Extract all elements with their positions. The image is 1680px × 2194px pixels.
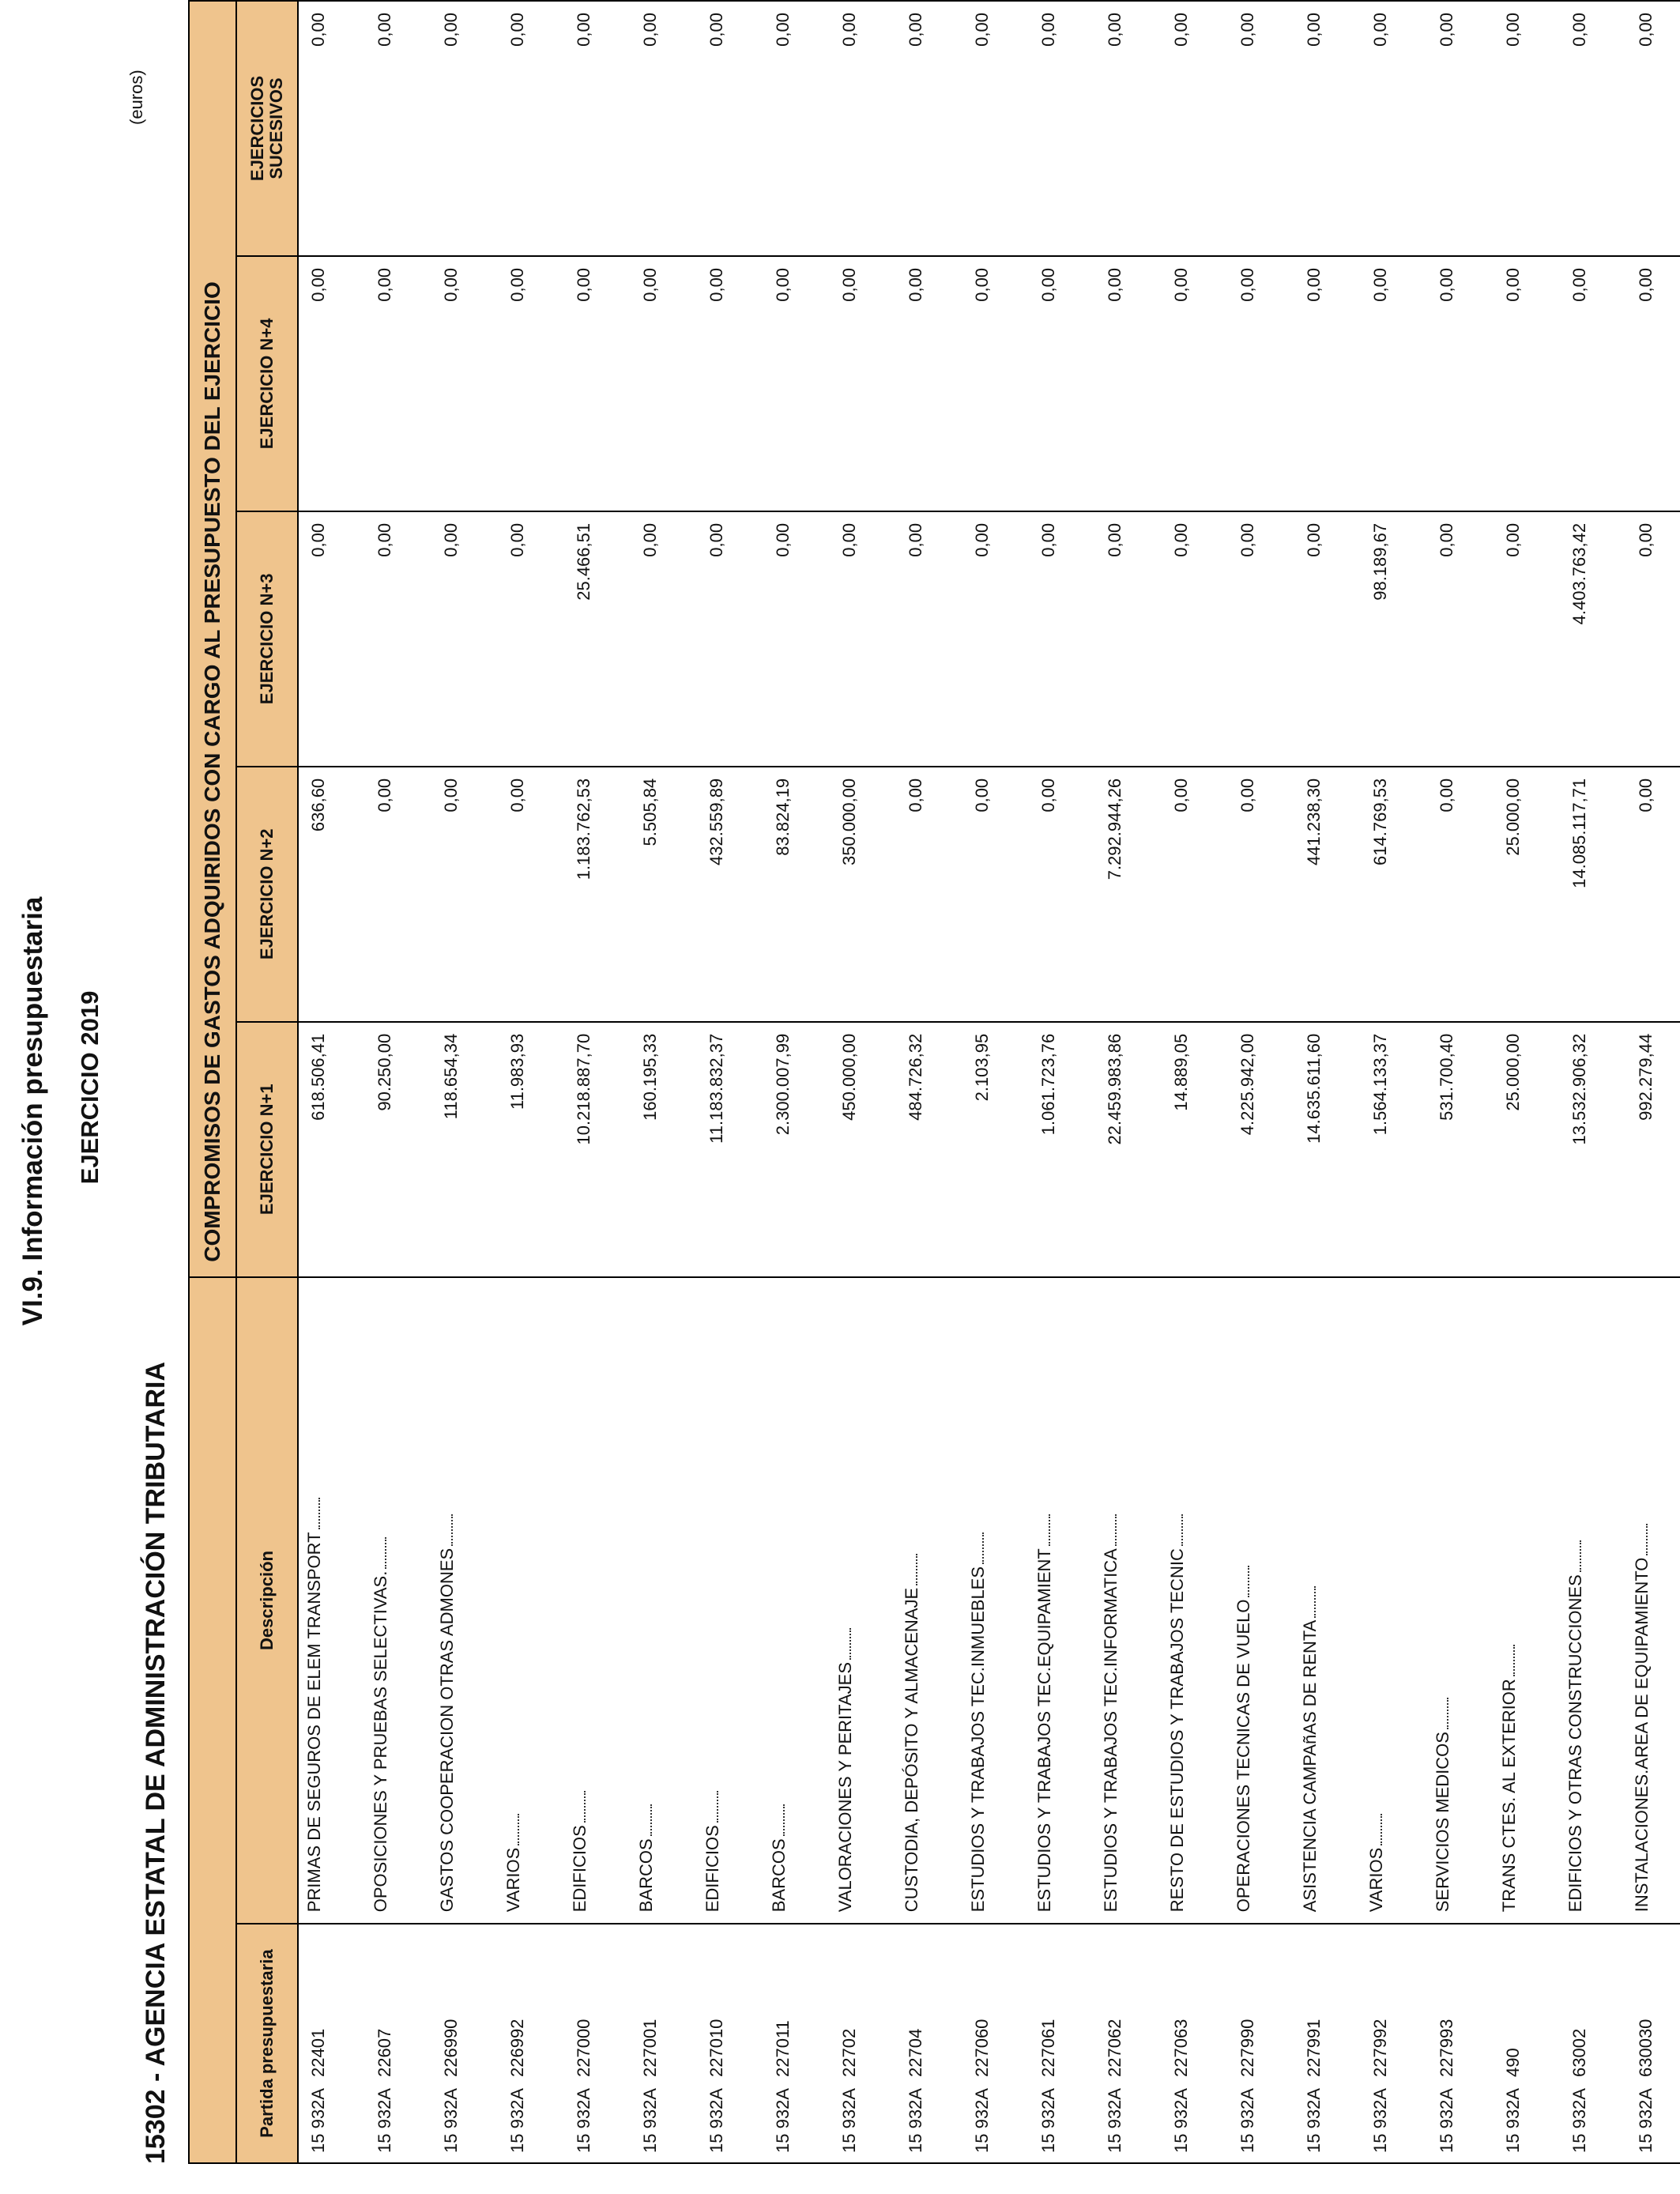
partida-program: 15 932A xyxy=(1237,2088,1257,2153)
partida-code: 227010 xyxy=(706,2019,726,2077)
partida-program: 15 932A xyxy=(706,2088,726,2153)
description-cell xyxy=(1427,1277,1494,1924)
amount-n3: 0,00 xyxy=(962,511,1029,767)
amount-n3: 0,00 xyxy=(431,511,498,767)
partida-code: 227993 xyxy=(1437,2019,1456,2077)
amount-n4: 0,00 xyxy=(631,256,697,511)
partida-code: 22401 xyxy=(308,2028,328,2077)
amount-n2: 0,00 xyxy=(365,767,431,1022)
description-text: OPOSICIONES Y PRUEBAS SELECTIVAS. xyxy=(371,1570,390,1913)
amount-n4: 0,00 xyxy=(962,256,1029,511)
table-row xyxy=(830,1,896,2163)
amount-n4: 0,00 xyxy=(763,256,830,511)
amount-n3: 0,00 xyxy=(1162,511,1228,767)
amount-n1: 14.889,05 xyxy=(1162,1022,1228,1277)
table-row xyxy=(1162,1,1228,2163)
amount-n3: 0,00 xyxy=(1228,511,1294,767)
amount-n1: 4.225.942,00 xyxy=(1228,1022,1294,1277)
amount-n4: 0,00 xyxy=(1427,256,1494,511)
dot-leader xyxy=(1513,1645,1515,1676)
amount-n4: 0,00 xyxy=(498,256,564,511)
amount-n3: 25.466,51 xyxy=(564,511,631,767)
amount-n1: 11.183.832,37 xyxy=(697,1022,763,1277)
amount-n1: 992.279,44 xyxy=(1626,1022,1680,1277)
amount-sucesivos: 0,00 xyxy=(1626,1,1680,256)
description-text: PRIMAS DE SEGUROS DE ELEM TRANSPORT xyxy=(304,1532,324,1913)
dot-leader xyxy=(1447,1698,1448,1729)
amount-sucesivos: 0,00 xyxy=(1427,1,1494,256)
description-cell xyxy=(1494,1277,1560,1924)
dot-leader xyxy=(385,1537,386,1569)
amount-n1: 11.983,93 xyxy=(498,1022,564,1277)
amount-sucesivos: 0,00 xyxy=(564,1,631,256)
table-row xyxy=(1494,1,1560,2163)
amount-n4: 0,00 xyxy=(1560,256,1626,511)
amount-sucesivos: 0,00 xyxy=(763,1,830,256)
amount-n1: 484.726,32 xyxy=(896,1022,962,1277)
table-row xyxy=(1626,1,1680,2163)
amount-n4: 0,00 xyxy=(697,256,763,511)
amount-n3: 0,00 xyxy=(763,511,830,767)
table-row xyxy=(1361,1,1427,2163)
partida-code: 227061 xyxy=(1038,2019,1058,2077)
table-row xyxy=(498,1,564,2163)
partida-program: 15 932A xyxy=(972,2088,992,2153)
table-row xyxy=(564,1,631,2163)
description-cell xyxy=(830,1277,896,1924)
partida-cell xyxy=(1294,1924,1361,2163)
description-cell xyxy=(631,1277,697,1924)
dot-leader xyxy=(982,1532,984,1564)
amount-n3: 0,00 xyxy=(1029,511,1095,767)
description-cell xyxy=(564,1277,631,1924)
amount-sucesivos: 0,00 xyxy=(1494,1,1560,256)
col-header-sucesivos-line2: SUCESIVOS xyxy=(266,77,286,179)
partida-code: 227060 xyxy=(972,2019,992,2077)
amount-n1: 2.103,95 xyxy=(962,1022,1029,1277)
description-cell xyxy=(763,1277,830,1924)
amount-n3: 0,00 xyxy=(1427,511,1494,767)
dot-leader xyxy=(650,1804,652,1836)
partida-cell xyxy=(830,1924,896,2163)
partida-cell xyxy=(298,1924,365,2163)
amount-n1: 22.459.983,86 xyxy=(1095,1022,1162,1277)
amount-n2: 0,00 xyxy=(1029,767,1095,1022)
description-cell xyxy=(365,1277,431,1924)
partida-cell xyxy=(1494,1924,1560,2163)
header-blank xyxy=(189,1277,236,2163)
description-text: TRANS CTES. AL EXTERIOR xyxy=(1499,1679,1519,1913)
partida-program: 15 932A xyxy=(1171,2088,1191,2153)
table-row xyxy=(1095,1,1162,2163)
amount-n4: 0,00 xyxy=(830,256,896,511)
description-text: GASTOS COOPERACION OTRAS ADMONES xyxy=(437,1547,457,1913)
amount-n1: 118.654,34 xyxy=(431,1022,498,1277)
table-row xyxy=(1427,1,1494,2163)
amount-n2: 0,00 xyxy=(1228,767,1294,1022)
partida-program: 15 932A xyxy=(1304,2088,1324,2153)
amount-n3: 0,00 xyxy=(1294,511,1361,767)
table-row xyxy=(298,1,365,2163)
page-subtitle: EJERCICIO 2019 xyxy=(76,990,104,1185)
amount-sucesivos: 0,00 xyxy=(896,1,962,256)
dot-leader xyxy=(1580,1540,1581,1572)
partida-program: 15 932A xyxy=(308,2088,328,2153)
partida-program: 15 932A xyxy=(773,2088,793,2153)
description-text: OPERACIONES TECNICAS DE VUELO xyxy=(1234,1599,1253,1913)
amount-n4: 0,00 xyxy=(1294,256,1361,511)
partida-program: 15 932A xyxy=(839,2088,859,2153)
partida-code: 227991 xyxy=(1304,2019,1324,2077)
amount-n3: 0,00 xyxy=(298,511,365,767)
amount-n2: 0,00 xyxy=(431,767,498,1022)
amount-n2: 0,00 xyxy=(962,767,1029,1022)
amount-n4: 0,00 xyxy=(1494,256,1560,511)
amount-n2: 14.085.117,71 xyxy=(1560,767,1626,1022)
partida-program: 15 932A xyxy=(375,2088,394,2153)
table-row xyxy=(1294,1,1361,2163)
amount-n3: 0,00 xyxy=(365,511,431,767)
amount-sucesivos: 0,00 xyxy=(830,1,896,256)
description-cell xyxy=(1162,1277,1228,1924)
description-text: ESTUDIOS Y TRABAJOS TEC.EQUIPAMIENT xyxy=(1034,1548,1054,1913)
partida-code: 227063 xyxy=(1171,2019,1191,2077)
description-cell xyxy=(1294,1277,1361,1924)
amount-n1: 14.635.611,60 xyxy=(1294,1022,1361,1277)
table-group-header-row xyxy=(189,1,236,2163)
partida-program: 15 932A xyxy=(1503,2088,1523,2153)
amount-n2: 0,00 xyxy=(1162,767,1228,1022)
amount-n2: 0,00 xyxy=(498,767,564,1022)
dot-leader xyxy=(1049,1514,1050,1546)
partida-code: 226992 xyxy=(507,2019,527,2077)
description-cell xyxy=(1361,1277,1427,1924)
col-header-n4: EJERCICIO N+4 xyxy=(236,256,298,511)
amount-n1: 90.250,00 xyxy=(365,1022,431,1277)
description-text: BARCOS xyxy=(769,1838,789,1913)
amount-sucesivos: 0,00 xyxy=(697,1,763,256)
dot-leader xyxy=(1381,1814,1382,1845)
amount-n2: 7.292.944,26 xyxy=(1095,767,1162,1022)
amount-n1: 1.061.723,76 xyxy=(1029,1022,1095,1277)
amount-n4: 0,00 xyxy=(431,256,498,511)
amount-n2: 432.559,89 xyxy=(697,767,763,1022)
partida-cell xyxy=(1626,1924,1680,2163)
amount-n3: 0,00 xyxy=(1095,511,1162,767)
amount-n2: 0,00 xyxy=(1626,767,1680,1022)
description-text: EDIFICIOS Y OTRAS CONSTRUCCIONES xyxy=(1565,1574,1585,1913)
amount-n4: 0,00 xyxy=(564,256,631,511)
col-header-sucesivos-line1: EJERCICIOS xyxy=(247,75,267,182)
dot-leader xyxy=(584,1791,586,1823)
amount-n2: 0,00 xyxy=(896,767,962,1022)
amount-sucesivos: 0,00 xyxy=(1361,1,1427,256)
description-text: EDIFICIOS xyxy=(703,1825,722,1913)
amount-n1: 450.000,00 xyxy=(830,1022,896,1277)
amount-n2: 1.183.762,53 xyxy=(564,767,631,1022)
agency-heading: 15302 - AGENCIA ESTATAL DE ADMINISTRACIÓN TRIBUTARIA xyxy=(141,1361,171,2164)
dot-leader xyxy=(1181,1514,1183,1546)
dot-leader xyxy=(518,1814,519,1845)
dot-leader xyxy=(849,1628,851,1660)
description-cell xyxy=(1029,1277,1095,1924)
dot-leader xyxy=(1115,1514,1117,1546)
amount-n3: 0,00 xyxy=(631,511,697,767)
amount-n2: 350.000,00 xyxy=(830,767,896,1022)
description-text: EDIFICIOS xyxy=(570,1825,590,1913)
amount-n4: 0,00 xyxy=(1095,256,1162,511)
amount-n2: 614.769,53 xyxy=(1361,767,1427,1022)
partida-cell xyxy=(1361,1924,1427,2163)
description-text: CUSTODIA, DEPÓSITO Y ALMACENAJE xyxy=(902,1587,921,1913)
partida-code: 22607 xyxy=(375,2028,394,2077)
amount-n4: 0,00 xyxy=(365,256,431,511)
amount-n2: 636,60 xyxy=(298,767,365,1022)
amount-n3: 0,00 xyxy=(1494,511,1560,767)
partida-code: 227990 xyxy=(1237,2019,1257,2077)
dot-leader xyxy=(783,1804,785,1836)
amount-n1: 1.564.133,37 xyxy=(1361,1022,1427,1277)
amount-n2: 25.000,00 xyxy=(1494,767,1560,1022)
amount-n2: 83.824,19 xyxy=(763,767,830,1022)
description-cell xyxy=(1228,1277,1294,1924)
partida-cell xyxy=(763,1924,830,2163)
amount-n3: 0,00 xyxy=(498,511,564,767)
col-header-partida: Partida presupuestaria xyxy=(236,1924,298,2163)
description-text: INSTALACIONES.AREA DE EQUIPAMIENTO xyxy=(1632,1557,1652,1913)
partida-cell xyxy=(1427,1924,1494,2163)
amount-n4: 0,00 xyxy=(1626,256,1680,511)
amount-n2: 0,00 xyxy=(1427,767,1494,1022)
col-header-n3: EJERCICIO N+3 xyxy=(236,511,298,767)
partida-cell xyxy=(1162,1924,1228,2163)
description-text: ESTUDIOS Y TRABAJOS TEC.INMUEBLES xyxy=(968,1566,988,1913)
partida-cell xyxy=(1560,1924,1626,2163)
dot-leader xyxy=(451,1514,453,1546)
dot-leader xyxy=(916,1554,917,1585)
partida-code: 227000 xyxy=(574,2019,593,2077)
col-header-descripcion: Descripción xyxy=(236,1277,298,1924)
amount-sucesivos: 0,00 xyxy=(1228,1,1294,256)
amount-sucesivos: 0,00 xyxy=(431,1,498,256)
description-text: ESTUDIOS Y TRABAJOS TEC.INFORMATICA xyxy=(1101,1548,1121,1913)
amount-n1: 531.700,40 xyxy=(1427,1022,1494,1277)
col-header-n1: EJERCICIO N+1 xyxy=(236,1022,298,1277)
partida-program: 15 932A xyxy=(906,2088,925,2153)
partida-program: 15 932A xyxy=(1105,2088,1124,2153)
partida-code: 22704 xyxy=(906,2028,925,2077)
table-row xyxy=(431,1,498,2163)
partida-cell xyxy=(498,1924,564,2163)
amount-n4: 0,00 xyxy=(1162,256,1228,511)
amount-sucesivos: 0,00 xyxy=(1162,1,1228,256)
partida-program: 15 932A xyxy=(640,2088,660,2153)
description-text: VARIOS xyxy=(503,1847,523,1913)
amount-n4: 0,00 xyxy=(1361,256,1427,511)
amount-n4: 0,00 xyxy=(1029,256,1095,511)
dot-leader xyxy=(717,1791,718,1823)
amount-n4: 0,00 xyxy=(1228,256,1294,511)
amount-n3: 0,00 xyxy=(896,511,962,767)
partida-cell xyxy=(431,1924,498,2163)
partida-cell xyxy=(631,1924,697,2163)
amount-n4: 0,00 xyxy=(896,256,962,511)
amount-sucesivos: 0,00 xyxy=(631,1,697,256)
table-row xyxy=(697,1,763,2163)
description-text: BARCOS xyxy=(636,1838,656,1913)
amount-n3: 98.189,67 xyxy=(1361,511,1427,767)
description-text: ASISTENCIA CAMPAñAS DE RENTA xyxy=(1300,1619,1320,1913)
partida-code: 630030 xyxy=(1636,2019,1656,2077)
dot-leader xyxy=(1646,1524,1648,1555)
amount-n1: 13.532.906,32 xyxy=(1560,1022,1626,1277)
partida-code: 227992 xyxy=(1370,2019,1390,2077)
col-header-sucesivos xyxy=(236,1,298,256)
col-header-n2: EJERCICIO N+2 xyxy=(236,767,298,1022)
description-cell xyxy=(1095,1277,1162,1924)
amount-n1: 160.195,33 xyxy=(631,1022,697,1277)
partida-code: 227011 xyxy=(773,2020,793,2077)
table-row xyxy=(1029,1,1095,2163)
amount-n2: 5.505,84 xyxy=(631,767,697,1022)
description-cell xyxy=(1560,1277,1626,1924)
amount-sucesivos: 0,00 xyxy=(1294,1,1361,256)
description-text: VARIOS xyxy=(1366,1847,1386,1913)
partida-code: 227062 xyxy=(1105,2019,1124,2077)
table-column-header-row xyxy=(236,1,298,2163)
amount-sucesivos: 0,00 xyxy=(962,1,1029,256)
partida-program: 15 932A xyxy=(1370,2088,1390,2153)
partida-program: 15 932A xyxy=(1038,2088,1058,2153)
amount-n2: 441.238,30 xyxy=(1294,767,1361,1022)
partida-program: 15 932A xyxy=(1437,2088,1456,2153)
partida-cell xyxy=(564,1924,631,2163)
amount-sucesivos: 0,00 xyxy=(1029,1,1095,256)
dot-leader xyxy=(318,1498,320,1529)
dot-leader xyxy=(1314,1586,1316,1618)
partida-cell xyxy=(365,1924,431,2163)
partida-code: 63002 xyxy=(1569,2028,1589,2077)
dot-leader xyxy=(1248,1566,1249,1597)
partida-program: 15 932A xyxy=(441,2088,461,2153)
group-header: COMPROMISOS DE GASTOS ADQUIRIDOS CON CARGO AL PRESUPUESTO DEL EJERCICIO xyxy=(189,1,236,1277)
partida-code: 22702 xyxy=(839,2028,859,2077)
amount-n1: 2.300.007,99 xyxy=(763,1022,830,1277)
description-text: VALORACIONES Y PERITAJES xyxy=(835,1662,855,1913)
amount-n1: 618.506,41 xyxy=(298,1022,365,1277)
table-row xyxy=(1560,1,1626,2163)
amount-n3: 0,00 xyxy=(830,511,896,767)
partida-program: 15 932A xyxy=(574,2088,593,2153)
table-row xyxy=(631,1,697,2163)
partida-program: 15 932A xyxy=(1636,2088,1656,2153)
description-cell xyxy=(298,1277,365,1924)
amount-n3: 4.403.763,42 xyxy=(1560,511,1626,767)
description-text: RESTO DE ESTUDIOS Y TRABAJOS TECNIC xyxy=(1167,1548,1187,1913)
amount-sucesivos: 0,00 xyxy=(498,1,564,256)
partida-code: 226990 xyxy=(441,2019,461,2077)
partida-code: 227001 xyxy=(640,2019,660,2077)
partida-program: 15 932A xyxy=(507,2088,527,2153)
amount-n3: 0,00 xyxy=(1626,511,1680,767)
description-cell xyxy=(896,1277,962,1924)
partida-cell xyxy=(1095,1924,1162,2163)
description-cell xyxy=(962,1277,1029,1924)
amount-n1: 10.218.887,70 xyxy=(564,1022,631,1277)
amount-n1: 25.000,00 xyxy=(1494,1022,1560,1277)
amount-sucesivos: 0,00 xyxy=(365,1,431,256)
amount-n4: 0,00 xyxy=(298,256,365,511)
budget-commitments-table xyxy=(188,0,1680,2164)
table-row xyxy=(763,1,830,2163)
amount-sucesivos: 0,00 xyxy=(298,1,365,256)
amount-sucesivos: 0,00 xyxy=(1095,1,1162,256)
description-cell xyxy=(431,1277,498,1924)
partida-cell xyxy=(1228,1924,1294,2163)
amount-sucesivos: 0,00 xyxy=(1560,1,1626,256)
partida-cell xyxy=(962,1924,1029,2163)
description-cell xyxy=(697,1277,763,1924)
table-row xyxy=(962,1,1029,2163)
amount-n3: 0,00 xyxy=(697,511,763,767)
description-cell xyxy=(1626,1277,1680,1924)
partida-cell xyxy=(697,1924,763,2163)
table-row xyxy=(365,1,431,2163)
table-row xyxy=(896,1,962,2163)
description-text: SERVICIOS MEDICOS xyxy=(1433,1732,1452,1913)
table-row xyxy=(1228,1,1294,2163)
partida-program: 15 932A xyxy=(1569,2088,1589,2153)
partida-cell xyxy=(896,1924,962,2163)
description-cell xyxy=(498,1277,564,1924)
partida-cell xyxy=(1029,1924,1095,2163)
page-title: VI.9. Información presupuestaria xyxy=(17,896,48,1326)
currency-unit: (euros) xyxy=(126,70,146,125)
partida-code: 490 xyxy=(1503,2048,1523,2077)
